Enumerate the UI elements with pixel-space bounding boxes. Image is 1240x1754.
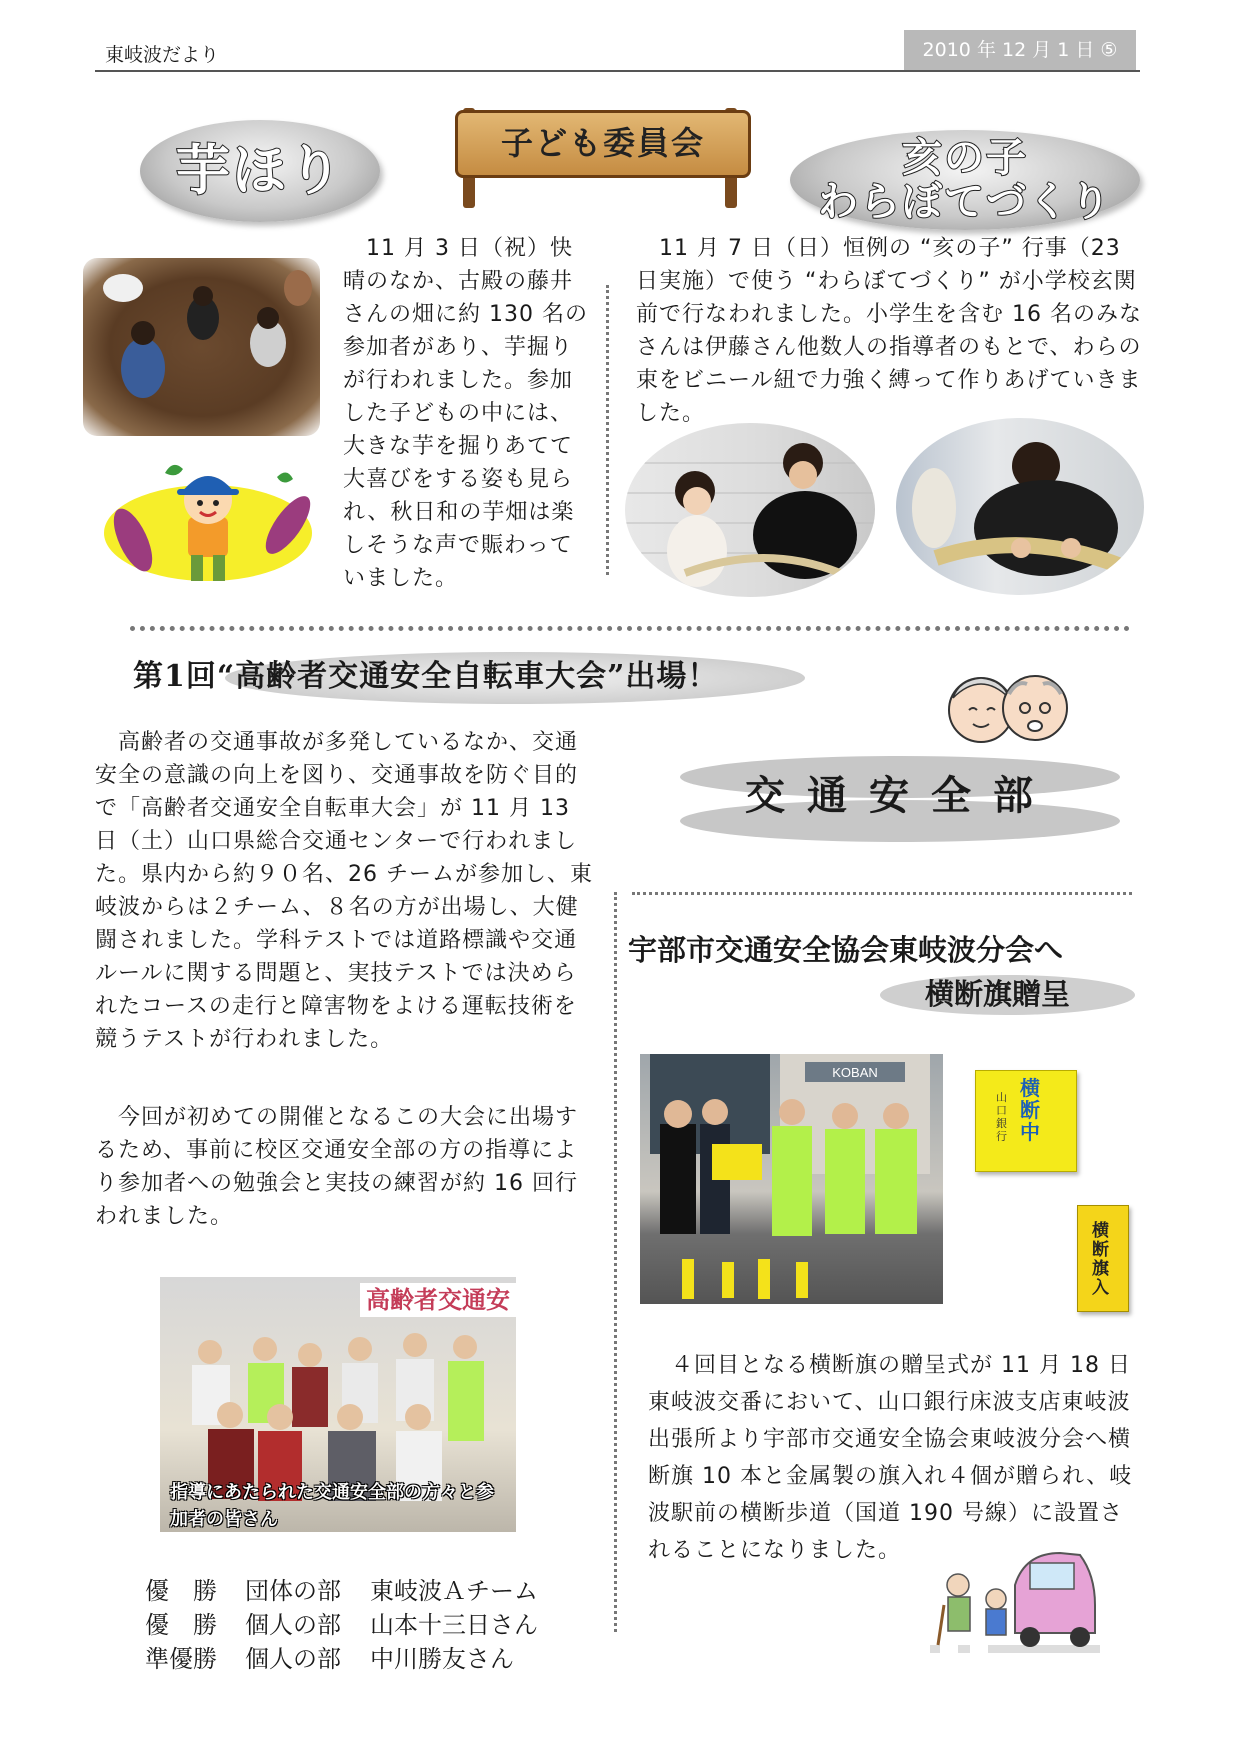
bike-paragraph-2: 今回が初めての開催となるこの大会に出場するため、事前に校区交通安全部の方の指導により参加者への勉強会と実技の練習が約 16 回行われました。 bbox=[95, 1105, 579, 1229]
competition-group-photo bbox=[160, 1277, 516, 1532]
flag-holder-photo bbox=[1077, 1205, 1129, 1312]
bike-heading: 第1回“高齢者交通安全自転車大会”出場！ bbox=[133, 659, 719, 694]
flag-subheading-line2: 横断旗贈呈 bbox=[925, 977, 1071, 1011]
column-divider-bottom bbox=[614, 892, 617, 1632]
issue-date: 2010 年 12 月 1 日 ⑤ bbox=[904, 30, 1136, 70]
imo-title: 芋ほり bbox=[176, 139, 344, 202]
elderly-faces-drawing bbox=[943, 668, 1071, 748]
wara-photo-left-scene bbox=[625, 423, 875, 597]
result-row bbox=[145, 1608, 595, 1642]
wara-photo-right bbox=[896, 418, 1144, 595]
header-rule bbox=[95, 70, 1140, 72]
column-divider-top bbox=[606, 285, 609, 575]
potato-photo-figures bbox=[83, 258, 320, 436]
group-photo-caption: 指導にあたられた交通安全部の方々と参加者の皆さん bbox=[170, 1482, 494, 1530]
wara-title-line1: 亥の子 bbox=[902, 135, 1028, 181]
crossing-safety-illustration bbox=[930, 1545, 1100, 1660]
elderly-couple-illustration bbox=[943, 668, 1071, 748]
flag-text: 横断中 bbox=[1020, 1076, 1040, 1144]
result-row bbox=[145, 1574, 595, 1608]
traffic-dept-title: 交通安全部 bbox=[745, 773, 1055, 819]
kid-with-potatoes-illustration bbox=[103, 455, 313, 595]
result-rank: 準優勝 bbox=[145, 1645, 217, 1673]
kid-potato-drawing bbox=[103, 455, 313, 595]
wara-title-badge bbox=[790, 130, 1140, 230]
section-separator bbox=[130, 626, 1130, 631]
result-winner: 東岐波Ａチーム bbox=[370, 1577, 538, 1605]
result-division: 個人の部 bbox=[245, 1645, 341, 1673]
newsletter-title: 東岐波だより bbox=[105, 44, 220, 66]
result-rank: 優 勝 bbox=[145, 1611, 217, 1639]
wara-photo-left bbox=[625, 423, 875, 597]
koban-photo-scene bbox=[640, 1054, 943, 1304]
flag-subheading-line1: 宇部市交通安全協会東岐波分会へ bbox=[628, 933, 1064, 967]
wara-paragraph: 11 月 7 日（日）恒例の “亥の子” 行事（23 日実施）で使う “わらぼてづくり” が小学校玄関前で行なわれました。小学生を含む 16 名のみなさんは伊藤さん他数人の指導者のもとで、わらの束をビニール紐で力強く縛って作りあげていきました。 bbox=[636, 236, 1142, 426]
result-row bbox=[145, 1642, 595, 1676]
koban-ceremony-photo bbox=[640, 1054, 943, 1304]
imo-title-badge bbox=[140, 120, 380, 222]
traffic-subsection-separator bbox=[632, 892, 1132, 895]
koban-sign: KOBAN bbox=[832, 1065, 878, 1080]
wara-title-line2: わらぼてづくり bbox=[818, 179, 1112, 225]
result-division: 個人の部 bbox=[245, 1611, 341, 1639]
crossing-flag-photo bbox=[975, 1070, 1077, 1172]
result-rank: 優 勝 bbox=[145, 1577, 217, 1605]
result-division: 団体の部 bbox=[245, 1577, 341, 1605]
kids-committee-label: 子ども委員会 bbox=[500, 124, 705, 162]
results-list bbox=[145, 1574, 595, 1676]
result-winner: 中川勝友さん bbox=[370, 1645, 514, 1673]
imo-paragraph: 11 月 3 日（祝）快晴のなか、古殿の藤井さんの畑に約 130 名の参加者があり、芋掘りが行われました。参加した子どもの中には、大きな芋を掘りあてて大喜びをする姿も見られ、秋日和の芋畑は楽しそうな声で賑わっていました。 bbox=[343, 236, 588, 591]
flag-ceremony-paragraph: ４回目となる横断旗の贈呈式が 11 月 18 日東岐波交番において、山口銀行床波支店東岐波出張所より宇部市交通安全協会東岐波分会へ横断旗 10 本と金属製の旗入れ４個が贈られ、岐波駅前の横断歩道（国道 190 号線）に設置されることになりました。 bbox=[648, 1353, 1133, 1563]
result-winner: 山本十三日さん bbox=[370, 1611, 538, 1639]
crossing-drawing bbox=[930, 1545, 1100, 1660]
potato-digging-photo bbox=[83, 258, 320, 436]
bike-paragraph-1: 高齢者の交通事故が多発しているなか、交通安全の意識の向上を図り、交通事故を防ぐ目的で「高齢者交通安全自転車大会」が 11 月 13 日（土）山口県総合交通センターで行われました。県内から約９０名、26 チームが参加し、東岐波からは２チーム、８名の方が出場し、大健闘されました。学科テストでは道路標識や交通ルールに関する問題と、実技テストでは決められたコースの走行と障害物をよける運転技術を競うテストが行われました。 bbox=[95, 730, 593, 1052]
photo-banner: 高齢者交通安 bbox=[360, 1283, 516, 1317]
kids-committee-sign bbox=[455, 100, 745, 210]
sign-board bbox=[455, 110, 751, 178]
flag-bank-name: 山口銀行 bbox=[996, 1091, 1007, 1143]
holder-text: 横断旗入 bbox=[1092, 1221, 1109, 1298]
wara-photo-right-scene bbox=[896, 418, 1144, 595]
